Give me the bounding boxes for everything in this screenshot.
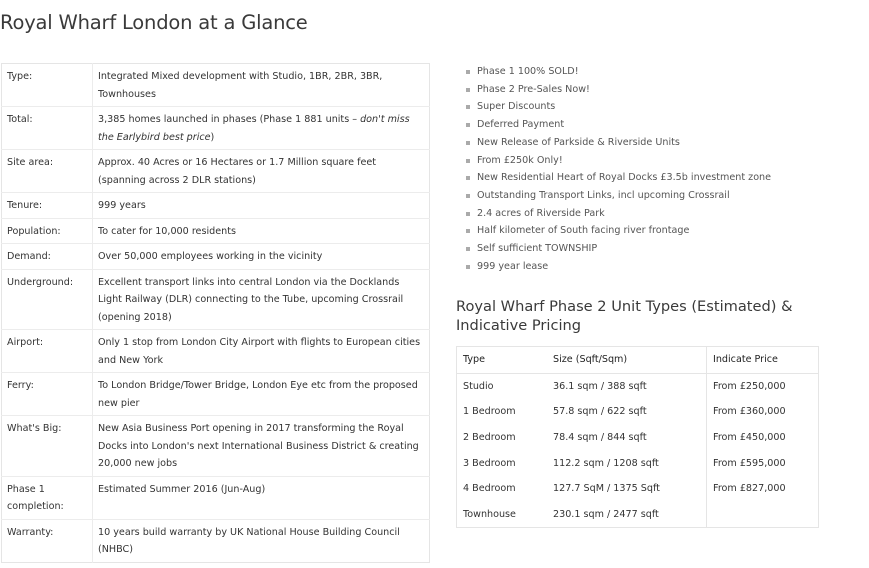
fact-label: Airport:: [2, 330, 93, 373]
bullet-icon: [466, 88, 470, 92]
list-item: [466, 116, 771, 134]
fact-row: [2, 330, 430, 373]
bullet-icon: [466, 105, 470, 109]
fact-value-text: 999 years: [98, 200, 146, 211]
unit-price-cell: From £250,000: [713, 380, 786, 392]
bullet-icon: [466, 159, 470, 163]
list-item-text: Outstanding Transport Links, incl upcoming Crossrail: [477, 189, 730, 201]
fact-label: Ferry:: [2, 373, 93, 416]
list-item-text: New Release of Parkside & Riverside Units: [477, 136, 680, 148]
unit-type-cell: 1 Bedroom: [463, 406, 516, 418]
column-header-type: Type: [457, 347, 548, 374]
fact-row: [2, 476, 430, 519]
fact-row: [2, 519, 430, 562]
bullet-icon: [466, 194, 470, 198]
fact-value-text: Excellent transport links into central London via the Docklands Light Railway (DLR) connecting to the Tube, upcoming Crossrail (opening 2018): [98, 276, 404, 323]
bullet-icon: [466, 247, 470, 251]
fact-value-text: Approx. 40 Acres or 16 Hectares or 1.7 Million square feet (spanning across 2 DLR stations): [98, 157, 377, 186]
list-item: [466, 81, 771, 99]
list-item: [466, 205, 771, 223]
fact-label: Warranty:: [2, 519, 93, 562]
fact-row: [2, 150, 430, 193]
list-item: [466, 187, 771, 205]
facts-table: [1, 63, 430, 563]
fact-label: Site area:: [2, 150, 93, 193]
fact-value-text: 10 years build warranty by UK National House Building Council (NHBC): [98, 526, 400, 555]
bullet-icon: [466, 212, 470, 216]
list-item: [466, 169, 771, 187]
fact-value-text: Estimated Summer 2016 (Jun-Aug): [98, 483, 266, 495]
list-item: [466, 63, 771, 81]
fact-row: [2, 107, 430, 150]
list-item-text: Half kilometer of South facing river frontage: [477, 225, 690, 237]
fact-value: [93, 416, 430, 477]
bullet-icon: [466, 70, 470, 74]
fact-value-text: Integrated Mixed development with Studio, 1BR, 2BR, 3BR, Townhouses: [98, 71, 383, 100]
fact-value: [93, 218, 430, 244]
fact-label: Phase 1 completion:: [2, 476, 93, 519]
list-item: [466, 98, 771, 116]
fact-value: [93, 193, 430, 219]
list-item-text: Deferred Payment: [477, 119, 565, 131]
fact-value: [93, 476, 430, 519]
page-title: Royal Wharf London at a Glance: [0, 11, 308, 34]
bullet-icon: [466, 265, 470, 269]
fact-value-text: To cater for 10,000 residents: [98, 225, 236, 237]
unit-type-cell: 2 Bedroom: [463, 432, 516, 444]
unit-price-cell: From £450,000: [713, 432, 786, 444]
table-row: [457, 399, 819, 425]
fact-label: Tenure:: [2, 193, 93, 219]
bullet-icon: [466, 123, 470, 127]
fact-label: Demand:: [2, 244, 93, 270]
list-item: [466, 258, 771, 276]
unit-size-cell: 36.1 sqm / 388 sqft: [547, 373, 707, 399]
table-header-row: [457, 347, 819, 374]
fact-value: [93, 330, 430, 373]
fact-row: [2, 373, 430, 416]
table-row: [457, 425, 819, 451]
unit-price-cell: From £595,000: [713, 457, 786, 469]
fact-value: [93, 269, 430, 330]
fact-value: [93, 107, 430, 150]
fact-label: Population:: [2, 218, 93, 244]
unit-size-cell: 112.2 sqm / 1208 sqft: [547, 450, 707, 476]
unit-type-cell: Studio: [463, 380, 494, 392]
unit-type-cell: 4 Bedroom: [463, 483, 516, 495]
fact-value: [93, 519, 430, 562]
fact-value-text: 3,385 homes launched in phases (Phase 1 881 units –: [98, 114, 361, 125]
unit-size-cell: 230.1 sqm / 2477 sqft: [547, 502, 707, 528]
unit-price-cell: From £827,000: [713, 483, 786, 495]
list-item-text: Super Discounts: [477, 101, 556, 113]
unit-type-cell: Townhouse: [463, 508, 516, 520]
list-item-text: From £250k Only!: [477, 154, 563, 166]
fact-value: [93, 244, 430, 270]
fact-row: [2, 193, 430, 219]
unit-types-title: Royal Wharf Phase 2 Unit Types (Estimated) & Indicative Pricing: [456, 298, 793, 334]
table-row: [457, 373, 819, 399]
bullet-icon: [466, 176, 470, 180]
fact-label: What's Big:: [2, 416, 93, 477]
table-row: [457, 502, 819, 528]
fact-row: [2, 244, 430, 270]
fact-value: [93, 150, 430, 193]
list-item-text: Self sufficient TOWNSHIP: [477, 243, 598, 255]
table-row: [457, 476, 819, 502]
list-item-text: 2.4 acres of Riverside Park: [477, 207, 605, 219]
fact-row: [2, 269, 430, 330]
fact-value-tail: ): [210, 131, 215, 143]
unit-size-cell: 78.4 sqm / 844 sqft: [547, 425, 707, 451]
fact-label: Total:: [2, 107, 93, 150]
fact-value-text: New Asia Business Port opening in 2017 transforming the Royal Docks into London's next International Business District & creating 20,000 new jobs: [98, 423, 419, 469]
fact-row: [2, 416, 430, 477]
table-row: [457, 450, 819, 476]
unit-types-table: [456, 346, 819, 528]
list-item-text: New Residential Heart of Royal Docks £3.5b investment zone: [477, 172, 772, 184]
unit-type-cell: 3 Bedroom: [463, 457, 516, 469]
fact-label: Underground:: [2, 269, 93, 330]
list-item: [466, 134, 771, 152]
fact-value: [93, 64, 430, 107]
bullet-icon: [466, 229, 470, 233]
unit-size-cell: 127.7 SqM / 1375 Sqft: [547, 476, 707, 502]
list-item-text: Phase 2 Pre-Sales Now!: [477, 83, 590, 95]
list-item-text: Phase 1 100% SOLD!: [477, 66, 579, 77]
column-header-price: Indicate Price: [707, 347, 819, 374]
fact-value-text: To London Bridge/Tower Bridge, London Eye etc from the proposed new pier: [98, 380, 418, 409]
fact-row: [2, 218, 430, 244]
fact-label: Type:: [2, 64, 93, 107]
fact-value-text: Over 50,000 employees working in the vicinity: [98, 251, 323, 262]
list-item: [466, 152, 771, 170]
fact-row: [2, 64, 430, 107]
fact-value: [93, 373, 430, 416]
list-item: [466, 222, 771, 240]
list-item-text: 999 year lease: [477, 260, 549, 272]
unit-price-cell: From £360,000: [713, 406, 786, 418]
bullet-icon: [466, 141, 470, 145]
fact-value-text: Only 1 stop from London City Airport with flights to European cities and New York: [98, 337, 421, 366]
list-item: [466, 240, 771, 258]
unit-size-cell: 57.8 sqm / 622 sqft: [547, 399, 707, 425]
fact-value-emphasis: don't miss the Earlybird best price: [98, 114, 410, 143]
column-header-size: Size (Sqft/Sqm): [547, 347, 707, 374]
highlights-list: [466, 63, 771, 275]
unit-price-cell: [707, 502, 819, 528]
